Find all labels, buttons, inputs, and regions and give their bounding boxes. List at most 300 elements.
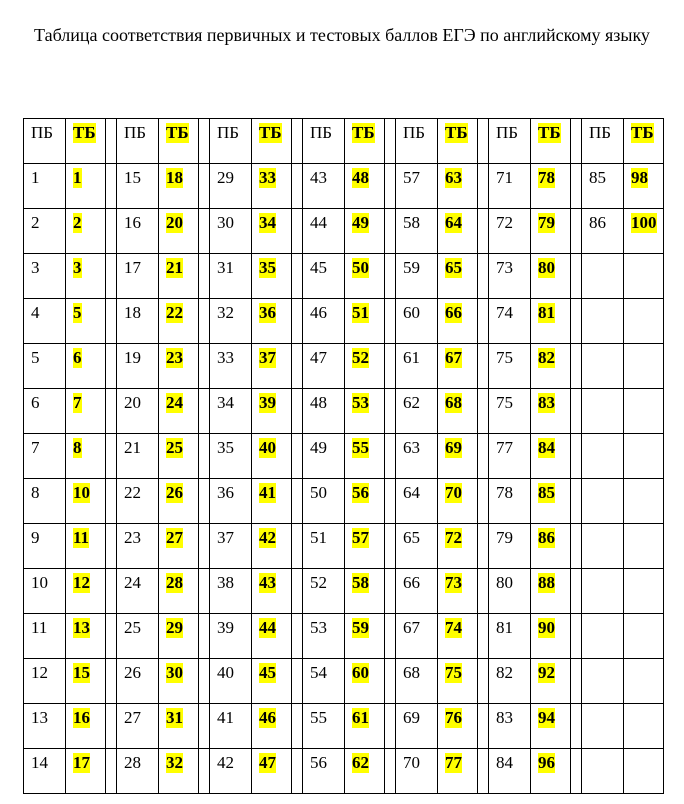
primary-score-cell-text: 67 [403, 618, 420, 637]
test-score-cell [66, 344, 106, 389]
test-score-cell-text: 65 [445, 258, 462, 277]
table-row [24, 704, 664, 749]
primary-score-cell [303, 434, 345, 479]
test-score-cell-text: 31 [166, 708, 183, 727]
test-score-cell-text: 23 [166, 348, 183, 367]
table-row [24, 164, 664, 209]
test-score-cell [531, 299, 571, 344]
primary-score-cell-text: 1 [31, 168, 40, 187]
test-score-cell-text: 34 [259, 213, 276, 232]
test-score-cell-text: 51 [352, 303, 369, 322]
primary-score-cell-text: 81 [496, 618, 513, 637]
primary-score-cell-text: 35 [217, 438, 234, 457]
test-score-cell [66, 479, 106, 524]
primary-score-cell [303, 749, 345, 794]
column-separator [106, 524, 117, 569]
table-row [24, 299, 664, 344]
column-separator [478, 749, 489, 794]
primary-score-cell [303, 164, 345, 209]
column-separator [385, 479, 396, 524]
test-score-cell-text: 88 [538, 573, 555, 592]
test-score-cell-text: 33 [259, 168, 276, 187]
test-score-cell-text: 41 [259, 483, 276, 502]
header-tb [252, 119, 292, 164]
column-separator [106, 659, 117, 704]
primary-score-cell [303, 344, 345, 389]
test-score-cell [66, 254, 106, 299]
header-pb [117, 119, 159, 164]
primary-score-cell-text: 37 [217, 528, 234, 547]
primary-score-cell [396, 254, 438, 299]
column-separator [199, 659, 210, 704]
table-row [24, 569, 664, 614]
table-row [24, 344, 664, 389]
column-separator [478, 299, 489, 344]
primary-score-cell-text: 34 [217, 393, 234, 412]
test-score-cell-text: 57 [352, 528, 369, 547]
table-row [24, 749, 664, 794]
test-score-cell [438, 344, 478, 389]
test-score-cell-text: 48 [352, 168, 369, 187]
header-pb-text: ПБ [496, 123, 519, 142]
primary-score-cell-text: 6 [31, 393, 40, 412]
column-separator [199, 389, 210, 434]
test-score-cell-text: 100 [631, 213, 657, 232]
column-separator [478, 659, 489, 704]
primary-score-cell [303, 569, 345, 614]
test-score-cell [252, 299, 292, 344]
test-score-cell-text: 72 [445, 528, 462, 547]
column-separator [571, 704, 582, 749]
test-score-cell [438, 434, 478, 479]
column-separator [385, 659, 396, 704]
test-score-cell-text: 69 [445, 438, 462, 457]
primary-score-cell [117, 209, 159, 254]
test-score-cell-text: 17 [73, 753, 90, 772]
primary-score-cell-text: 86 [589, 213, 606, 232]
primary-score-cell [582, 299, 624, 344]
primary-score-cell [117, 254, 159, 299]
test-score-cell [66, 614, 106, 659]
test-score-cell [66, 569, 106, 614]
primary-score-cell-text: 12 [31, 663, 48, 682]
test-score-cell [531, 209, 571, 254]
primary-score-cell-text: 8 [31, 483, 40, 502]
test-score-cell [66, 749, 106, 794]
column-separator [106, 344, 117, 389]
test-score-cell-text: 67 [445, 348, 462, 367]
test-score-cell [531, 614, 571, 659]
test-score-cell-text: 90 [538, 618, 555, 637]
primary-score-cell-text: 4 [31, 303, 40, 322]
test-score-cell [624, 524, 664, 569]
primary-score-cell [117, 524, 159, 569]
column-separator [478, 479, 489, 524]
test-score-cell-text: 46 [259, 708, 276, 727]
test-score-cell [345, 614, 385, 659]
test-score-cell [252, 254, 292, 299]
primary-score-cell [582, 704, 624, 749]
test-score-cell [438, 254, 478, 299]
primary-score-cell-text: 65 [403, 528, 420, 547]
primary-score-cell [24, 254, 66, 299]
primary-score-cell [582, 434, 624, 479]
test-score-cell-text: 53 [352, 393, 369, 412]
primary-score-cell [24, 344, 66, 389]
header-tb [345, 119, 385, 164]
primary-score-cell-text: 68 [403, 663, 420, 682]
column-separator [478, 434, 489, 479]
primary-score-cell [396, 209, 438, 254]
primary-score-cell-text: 70 [403, 753, 420, 772]
test-score-cell [252, 614, 292, 659]
test-score-cell [159, 344, 199, 389]
header-pb [489, 119, 531, 164]
test-score-cell [624, 569, 664, 614]
test-score-cell [345, 704, 385, 749]
table-row [24, 434, 664, 479]
column-separator [571, 479, 582, 524]
test-score-cell [438, 614, 478, 659]
primary-score-cell-text: 3 [31, 258, 40, 277]
header-tb [159, 119, 199, 164]
test-score-cell-text: 79 [538, 213, 555, 232]
test-score-cell [252, 704, 292, 749]
primary-score-cell [303, 524, 345, 569]
test-score-cell [345, 254, 385, 299]
test-score-cell-text: 6 [73, 348, 82, 367]
column-separator [385, 614, 396, 659]
primary-score-cell [489, 749, 531, 794]
test-score-cell-text: 10 [73, 483, 90, 502]
primary-score-cell-text: 56 [310, 753, 327, 772]
test-score-cell [66, 524, 106, 569]
primary-score-cell-text: 61 [403, 348, 420, 367]
score-conversion-table [23, 118, 664, 794]
test-score-cell-text: 55 [352, 438, 369, 457]
primary-score-cell-text: 71 [496, 168, 513, 187]
column-separator [292, 209, 303, 254]
primary-score-cell-text: 45 [310, 258, 327, 277]
column-separator [106, 389, 117, 434]
primary-score-cell [303, 209, 345, 254]
test-score-cell [438, 749, 478, 794]
primary-score-cell [24, 479, 66, 524]
test-score-cell-text: 22 [166, 303, 183, 322]
primary-score-cell [117, 704, 159, 749]
primary-score-cell [117, 164, 159, 209]
primary-score-cell-text: 30 [217, 213, 234, 232]
primary-score-cell-text: 25 [124, 618, 141, 637]
column-separator [199, 119, 210, 164]
test-score-cell [624, 344, 664, 389]
test-score-cell [624, 614, 664, 659]
primary-score-cell [489, 614, 531, 659]
test-score-cell [252, 434, 292, 479]
test-score-cell-text: 45 [259, 663, 276, 682]
primary-score-cell [303, 254, 345, 299]
column-separator [292, 344, 303, 389]
test-score-cell [624, 164, 664, 209]
test-score-cell-text: 85 [538, 483, 555, 502]
primary-score-cell [582, 389, 624, 434]
test-score-cell [345, 479, 385, 524]
primary-score-cell-text: 39 [217, 618, 234, 637]
primary-score-cell [489, 569, 531, 614]
primary-score-cell [303, 479, 345, 524]
primary-score-cell [117, 479, 159, 524]
test-score-cell [252, 209, 292, 254]
primary-score-cell [582, 479, 624, 524]
primary-score-cell [396, 164, 438, 209]
primary-score-cell [396, 704, 438, 749]
primary-score-cell [210, 389, 252, 434]
test-score-cell [159, 434, 199, 479]
primary-score-cell-text: 15 [124, 168, 141, 187]
test-score-cell [345, 749, 385, 794]
column-separator [571, 434, 582, 479]
primary-score-cell-text: 52 [310, 573, 327, 592]
test-score-cell [66, 434, 106, 479]
test-score-cell-text: 8 [73, 438, 82, 457]
test-score-cell [531, 569, 571, 614]
primary-score-cell-text: 69 [403, 708, 420, 727]
test-score-cell-text: 70 [445, 483, 462, 502]
primary-score-cell-text: 49 [310, 438, 327, 457]
column-separator [385, 434, 396, 479]
primary-score-cell-text: 24 [124, 573, 141, 592]
test-score-cell-text: 32 [166, 753, 183, 772]
column-separator [571, 749, 582, 794]
header-tb [624, 119, 664, 164]
primary-score-cell-text: 85 [589, 168, 606, 187]
test-score-cell [531, 164, 571, 209]
test-score-cell-text: 82 [538, 348, 555, 367]
test-score-cell-text: 28 [166, 573, 183, 592]
column-separator [385, 749, 396, 794]
test-score-cell-text: 39 [259, 393, 276, 412]
test-score-cell [345, 569, 385, 614]
primary-score-cell-text: 79 [496, 528, 513, 547]
primary-score-cell-text: 63 [403, 438, 420, 457]
test-score-cell [66, 209, 106, 254]
primary-score-cell-text: 20 [124, 393, 141, 412]
primary-score-cell-text: 18 [124, 303, 141, 322]
test-score-cell-text: 42 [259, 528, 276, 547]
table-row [24, 479, 664, 524]
primary-score-cell [117, 659, 159, 704]
column-separator [478, 119, 489, 164]
test-score-cell [624, 299, 664, 344]
primary-score-cell [489, 389, 531, 434]
primary-score-cell-text: 75 [496, 393, 513, 412]
test-score-cell [252, 569, 292, 614]
primary-score-cell-text: 73 [496, 258, 513, 277]
primary-score-cell-text: 40 [217, 663, 234, 682]
test-score-cell-text: 83 [538, 393, 555, 412]
primary-score-cell [489, 254, 531, 299]
column-separator [478, 524, 489, 569]
column-separator [292, 614, 303, 659]
header-pb-text: ПБ [310, 123, 333, 142]
test-score-cell [438, 209, 478, 254]
column-separator [106, 614, 117, 659]
test-score-cell-text: 43 [259, 573, 276, 592]
test-score-cell-text: 73 [445, 573, 462, 592]
column-separator [571, 344, 582, 389]
primary-score-cell [24, 749, 66, 794]
primary-score-cell-text: 84 [496, 753, 513, 772]
column-separator [292, 749, 303, 794]
test-score-cell [159, 749, 199, 794]
test-score-cell [66, 704, 106, 749]
test-score-cell-text: 74 [445, 618, 462, 637]
header-tb [66, 119, 106, 164]
primary-score-cell [303, 659, 345, 704]
test-score-cell [531, 344, 571, 389]
test-score-cell-text: 25 [166, 438, 183, 457]
column-separator [292, 704, 303, 749]
primary-score-cell-text: 53 [310, 618, 327, 637]
test-score-cell-text: 98 [631, 168, 648, 187]
primary-score-cell [489, 704, 531, 749]
test-score-cell-text: 77 [445, 753, 462, 772]
primary-score-cell-text: 9 [31, 528, 40, 547]
column-separator [385, 299, 396, 344]
primary-score-cell [303, 614, 345, 659]
primary-score-cell-text: 46 [310, 303, 327, 322]
primary-score-cell-text: 43 [310, 168, 327, 187]
primary-score-cell-text: 83 [496, 708, 513, 727]
primary-score-cell-text: 74 [496, 303, 513, 322]
column-separator [478, 569, 489, 614]
test-score-cell [438, 659, 478, 704]
test-score-cell [252, 524, 292, 569]
test-score-cell-text: 24 [166, 393, 183, 412]
test-score-cell-text: 92 [538, 663, 555, 682]
primary-score-cell-text: 23 [124, 528, 141, 547]
test-score-cell [624, 749, 664, 794]
test-score-cell [159, 209, 199, 254]
primary-score-cell-text: 19 [124, 348, 141, 367]
primary-score-cell-text: 59 [403, 258, 420, 277]
test-score-cell [159, 164, 199, 209]
test-score-cell [345, 389, 385, 434]
test-score-cell-text: 75 [445, 663, 462, 682]
column-separator [571, 209, 582, 254]
primary-score-cell [582, 209, 624, 254]
test-score-cell-text: 3 [73, 258, 82, 277]
primary-score-cell [396, 389, 438, 434]
header-tb-text: ТБ [259, 123, 282, 142]
column-separator [571, 254, 582, 299]
primary-score-cell-text: 78 [496, 483, 513, 502]
primary-score-cell-text: 11 [31, 618, 48, 637]
column-separator [478, 209, 489, 254]
primary-score-cell-text: 66 [403, 573, 420, 592]
primary-score-cell [303, 389, 345, 434]
test-score-cell-text: 21 [166, 258, 183, 277]
column-separator [106, 254, 117, 299]
primary-score-cell [489, 434, 531, 479]
primary-score-cell-text: 51 [310, 528, 327, 547]
column-separator [199, 209, 210, 254]
test-score-cell-text: 7 [73, 393, 82, 412]
test-score-cell [531, 704, 571, 749]
test-score-cell-text: 52 [352, 348, 369, 367]
column-separator [106, 479, 117, 524]
test-score-cell [531, 389, 571, 434]
test-score-cell-text: 15 [73, 663, 90, 682]
header-pb [24, 119, 66, 164]
primary-score-cell [396, 569, 438, 614]
test-score-cell-text: 84 [538, 438, 555, 457]
test-score-cell [438, 299, 478, 344]
column-separator [106, 209, 117, 254]
test-score-cell [624, 209, 664, 254]
primary-score-cell [210, 749, 252, 794]
table-header-row [24, 119, 664, 164]
primary-score-cell-text: 62 [403, 393, 420, 412]
test-score-cell [531, 434, 571, 479]
primary-score-cell-text: 5 [31, 348, 40, 367]
primary-score-cell-text: 82 [496, 663, 513, 682]
primary-score-cell [396, 299, 438, 344]
primary-score-cell-text: 64 [403, 483, 420, 502]
primary-score-cell [396, 749, 438, 794]
primary-score-cell [210, 524, 252, 569]
column-separator [106, 749, 117, 794]
primary-score-cell [24, 569, 66, 614]
test-score-cell [624, 434, 664, 479]
header-pb-text: ПБ [217, 123, 240, 142]
header-pb-text: ПБ [589, 123, 612, 142]
column-separator [571, 389, 582, 434]
primary-score-cell [117, 749, 159, 794]
test-score-cell [438, 164, 478, 209]
test-score-cell-text: 30 [166, 663, 183, 682]
column-separator [106, 569, 117, 614]
primary-score-cell [210, 254, 252, 299]
column-separator [199, 164, 210, 209]
primary-score-cell-text: 26 [124, 663, 141, 682]
primary-score-cell [117, 434, 159, 479]
header-pb [396, 119, 438, 164]
primary-score-cell [582, 254, 624, 299]
primary-score-cell [396, 434, 438, 479]
primary-score-cell-text: 44 [310, 213, 327, 232]
test-score-cell [438, 569, 478, 614]
column-separator [292, 254, 303, 299]
primary-score-cell-text: 10 [31, 573, 48, 592]
test-score-cell-text: 5 [73, 303, 82, 322]
document-title: Таблица соответствия первичных и тестовых баллов ЕГЭ по английскому языку [34, 25, 650, 45]
column-separator [199, 614, 210, 659]
primary-score-cell [117, 299, 159, 344]
test-score-cell-text: 62 [352, 753, 369, 772]
primary-score-cell [24, 614, 66, 659]
test-score-cell [531, 254, 571, 299]
header-pb [582, 119, 624, 164]
column-separator [292, 164, 303, 209]
primary-score-cell-text: 48 [310, 393, 327, 412]
test-score-cell-text: 96 [538, 753, 555, 772]
test-score-cell-text: 13 [73, 618, 90, 637]
column-separator [478, 389, 489, 434]
column-separator [385, 164, 396, 209]
test-score-cell-text: 81 [538, 303, 555, 322]
primary-score-cell [24, 659, 66, 704]
